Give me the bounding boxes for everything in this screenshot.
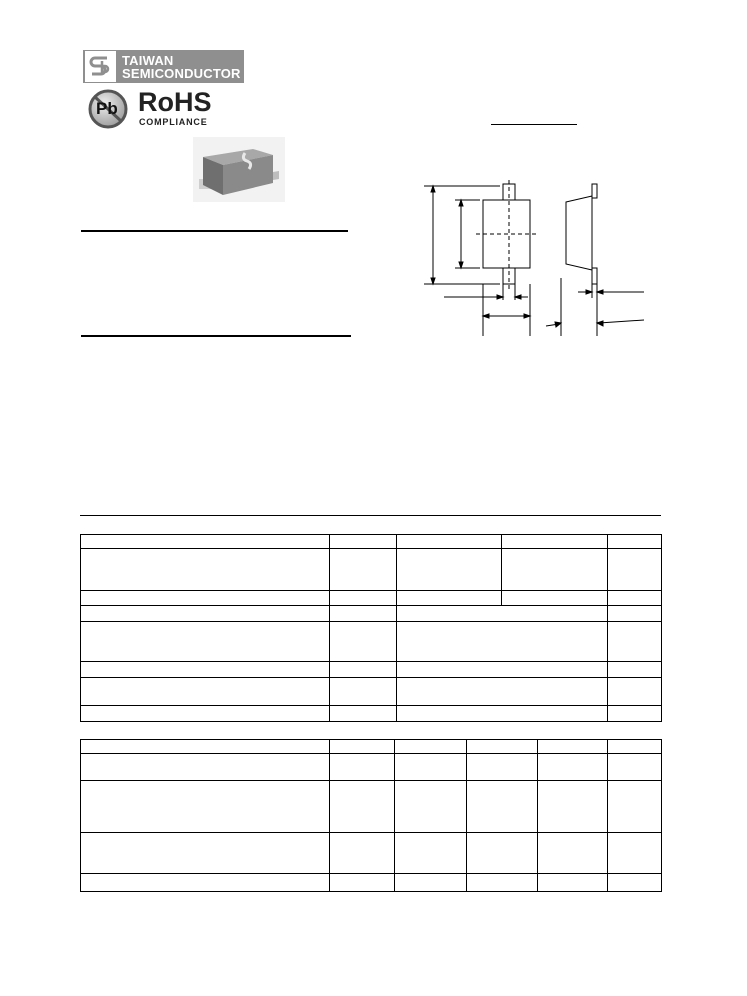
rohs-subtitle: COMPLIANCE (139, 117, 208, 127)
package-photo (193, 137, 285, 202)
rohs-title: RoHS (138, 87, 212, 117)
package-outline-drawing (420, 180, 650, 340)
lead-free-badge (88, 89, 128, 129)
company-name (122, 54, 241, 80)
max-ratings-table (80, 534, 662, 722)
company-name-line1: TAIWAN (122, 52, 174, 68)
company-logo (83, 50, 244, 83)
section-divider (81, 335, 351, 337)
company-name-line2: SEMICONDUCTOR (122, 65, 241, 81)
section-divider (81, 230, 348, 232)
package-title-underline (491, 124, 577, 125)
pb-label: Pb (96, 99, 118, 118)
electrical-characteristics-table (80, 739, 662, 892)
section-divider (80, 515, 661, 516)
company-logo-mark-icon (85, 51, 116, 82)
